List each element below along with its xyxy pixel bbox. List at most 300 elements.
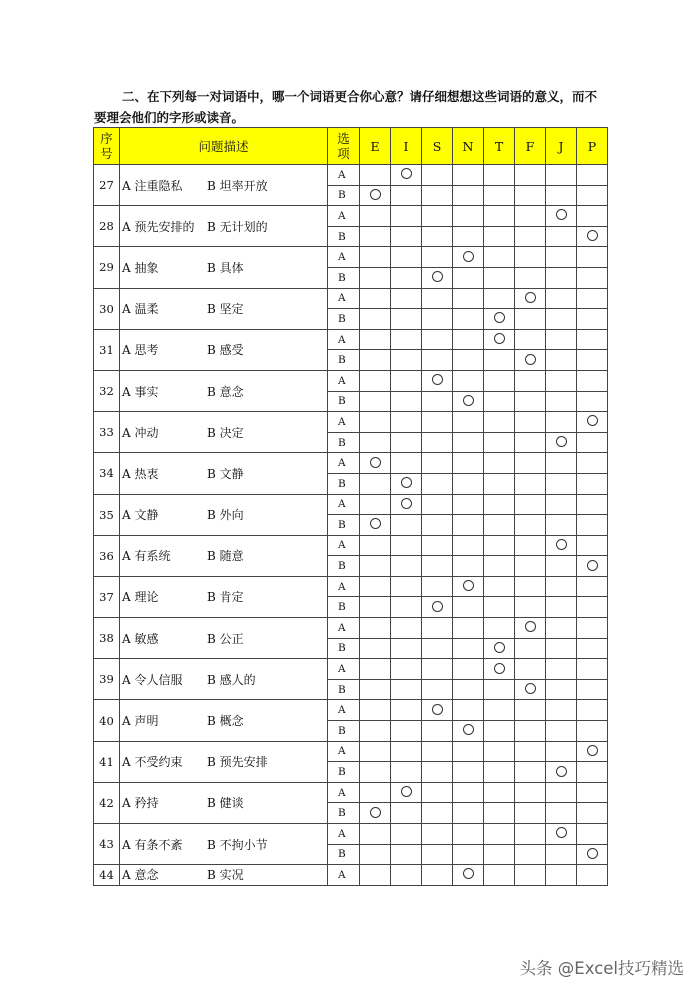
mark-cell-j [546, 597, 577, 618]
mark-cell-f [515, 165, 546, 186]
option-b-text: B 具体 [207, 260, 244, 275]
mark-cell-p [577, 165, 608, 186]
mark-cell-p [577, 288, 608, 309]
circle-mark-icon [525, 621, 536, 632]
question-description [120, 700, 328, 741]
circle-mark-icon [525, 683, 536, 694]
option-a-text: A 温柔 [122, 302, 159, 317]
table-row [94, 576, 608, 597]
circle-mark-icon [556, 436, 567, 447]
mark-cell-t [484, 165, 515, 186]
circle-mark-icon [556, 766, 567, 777]
mark-cell-n [453, 824, 484, 845]
mark-cell-s [422, 391, 453, 412]
option-b-text: B 随意 [207, 549, 244, 564]
mark-cell-i [391, 576, 422, 597]
header-letter-i: I [391, 128, 422, 165]
table-row [94, 165, 608, 186]
option-b-text: B 感人的 [207, 672, 256, 687]
header-letter-t: T [484, 128, 515, 165]
option-label: A [328, 782, 360, 803]
option-label: A [328, 329, 360, 350]
mark-cell-f [515, 576, 546, 597]
option-b-text: B 文静 [207, 466, 244, 481]
option-b-text: B 实况 [207, 868, 244, 883]
circle-mark-icon [370, 807, 381, 818]
mark-cell-i [391, 762, 422, 783]
circle-mark-icon [432, 601, 443, 612]
mark-cell-s [422, 309, 453, 330]
header-option [328, 128, 360, 165]
mark-cell-j [546, 576, 577, 597]
mark-cell-j [546, 329, 577, 350]
mark-cell-e [360, 659, 391, 680]
header-letter-p: P [577, 128, 608, 165]
mark-cell-s [422, 803, 453, 824]
mark-cell-s [422, 782, 453, 803]
mark-cell-t [484, 267, 515, 288]
mark-cell-f [515, 721, 546, 742]
mark-cell-s [422, 453, 453, 474]
mark-cell-j [546, 844, 577, 865]
option-a-text: A 敏感 [122, 631, 159, 646]
mark-cell-f [515, 267, 546, 288]
option-label: A [328, 165, 360, 186]
mark-cell-f [515, 412, 546, 433]
mark-cell-j [546, 865, 577, 886]
mark-cell-f [515, 741, 546, 762]
mark-cell-i [391, 515, 422, 536]
mark-cell-i [391, 679, 422, 700]
option-a-text: A 文静 [122, 508, 159, 523]
mark-cell-f [515, 494, 546, 515]
option-b-text: B 健谈 [207, 796, 244, 811]
question-description [120, 288, 328, 329]
mark-cell-p [577, 618, 608, 639]
mark-cell-e [360, 618, 391, 639]
mark-cell-j [546, 803, 577, 824]
mark-cell-p [577, 597, 608, 618]
mark-cell-n [453, 247, 484, 268]
mark-cell-t [484, 226, 515, 247]
header-seq [94, 128, 120, 165]
mark-cell-s [422, 329, 453, 350]
option-label: B [328, 226, 360, 247]
header-letter-s: S [422, 128, 453, 165]
question-number: 28 [94, 206, 120, 247]
option-label: B [328, 185, 360, 206]
mark-cell-j [546, 762, 577, 783]
mark-cell-n [453, 350, 484, 371]
mark-cell-f [515, 659, 546, 680]
mark-cell-e [360, 700, 391, 721]
mark-cell-t [484, 638, 515, 659]
mark-cell-s [422, 576, 453, 597]
mark-cell-t [484, 391, 515, 412]
mark-cell-n [453, 412, 484, 433]
mark-cell-t [484, 844, 515, 865]
mark-cell-s [422, 370, 453, 391]
mark-cell-j [546, 515, 577, 536]
mark-cell-n [453, 473, 484, 494]
table-row [94, 370, 608, 391]
circle-mark-icon [556, 209, 567, 220]
mark-cell-n [453, 309, 484, 330]
mark-cell-p [577, 638, 608, 659]
mark-cell-e [360, 350, 391, 371]
mark-cell-n [453, 165, 484, 186]
mark-cell-p [577, 350, 608, 371]
mark-cell-i [391, 370, 422, 391]
question-number: 41 [94, 741, 120, 782]
mark-cell-f [515, 844, 546, 865]
circle-mark-icon [370, 189, 381, 200]
mark-cell-n [453, 288, 484, 309]
table-row [94, 453, 608, 474]
mark-cell-j [546, 412, 577, 433]
mark-cell-f [515, 803, 546, 824]
mark-cell-p [577, 473, 608, 494]
mark-cell-e [360, 391, 391, 412]
mark-cell-p [577, 206, 608, 227]
mark-cell-f [515, 370, 546, 391]
mark-cell-t [484, 370, 515, 391]
option-label: B [328, 309, 360, 330]
table-row [94, 494, 608, 515]
mark-cell-i [391, 865, 422, 886]
circle-mark-icon [432, 374, 443, 385]
mark-cell-n [453, 844, 484, 865]
question-table [93, 127, 608, 886]
mark-cell-e [360, 576, 391, 597]
mark-cell-t [484, 556, 515, 577]
mark-cell-i [391, 741, 422, 762]
option-a-text: A 令人信服 [122, 672, 183, 687]
mark-cell-i [391, 803, 422, 824]
circle-mark-icon [432, 271, 443, 282]
mark-cell-j [546, 638, 577, 659]
option-a-text: A 不受约束 [122, 755, 183, 770]
circle-mark-icon [525, 354, 536, 365]
mark-cell-e [360, 597, 391, 618]
mark-cell-e [360, 412, 391, 433]
mark-cell-j [546, 206, 577, 227]
mark-cell-i [391, 721, 422, 742]
mark-cell-n [453, 432, 484, 453]
mark-cell-e [360, 226, 391, 247]
mark-cell-e [360, 535, 391, 556]
option-label: B [328, 844, 360, 865]
option-a-text: A 注重隐私 [122, 178, 183, 193]
mark-cell-i [391, 597, 422, 618]
mark-cell-p [577, 494, 608, 515]
mark-cell-f [515, 597, 546, 618]
mark-cell-j [546, 782, 577, 803]
mark-cell-i [391, 350, 422, 371]
question-description [120, 206, 328, 247]
mark-cell-p [577, 700, 608, 721]
mark-cell-t [484, 803, 515, 824]
circle-mark-icon [587, 230, 598, 241]
option-b-text: B 不拘小节 [207, 837, 268, 852]
table-row [94, 288, 608, 309]
option-b-text: B 概念 [207, 714, 244, 729]
circle-mark-icon [432, 704, 443, 715]
mark-cell-j [546, 247, 577, 268]
mark-cell-e [360, 844, 391, 865]
mark-cell-n [453, 226, 484, 247]
mark-cell-n [453, 618, 484, 639]
mark-cell-e [360, 288, 391, 309]
mark-cell-j [546, 473, 577, 494]
header-option-label: 选 项 [337, 131, 350, 161]
circle-mark-icon [401, 786, 412, 797]
mark-cell-f [515, 185, 546, 206]
mark-cell-t [484, 412, 515, 433]
mark-cell-i [391, 288, 422, 309]
mark-cell-f [515, 309, 546, 330]
circle-mark-icon [463, 724, 474, 735]
option-b-text: B 预先安排 [207, 755, 268, 770]
question-description [120, 535, 328, 576]
question-number: 39 [94, 659, 120, 700]
table-row [94, 618, 608, 639]
mark-cell-f [515, 473, 546, 494]
mark-cell-p [577, 391, 608, 412]
table-row [94, 247, 608, 268]
option-b-text: B 坦率开放 [207, 178, 268, 193]
mark-cell-s [422, 247, 453, 268]
mark-cell-j [546, 309, 577, 330]
mark-cell-j [546, 556, 577, 577]
mark-cell-t [484, 865, 515, 886]
mark-cell-t [484, 288, 515, 309]
mark-cell-p [577, 741, 608, 762]
circle-mark-icon [370, 518, 381, 529]
circle-mark-icon [401, 498, 412, 509]
mark-cell-t [484, 453, 515, 474]
mark-cell-j [546, 618, 577, 639]
option-label: A [328, 865, 360, 886]
mark-cell-n [453, 700, 484, 721]
question-number: 29 [94, 247, 120, 288]
mark-cell-n [453, 597, 484, 618]
mark-cell-i [391, 267, 422, 288]
mark-cell-i [391, 432, 422, 453]
circle-mark-icon [463, 580, 474, 591]
mark-cell-i [391, 638, 422, 659]
mark-cell-t [484, 350, 515, 371]
option-label: A [328, 659, 360, 680]
mark-cell-t [484, 494, 515, 515]
mark-cell-p [577, 535, 608, 556]
option-b-text: B 意念 [207, 384, 244, 399]
mark-cell-j [546, 700, 577, 721]
mark-cell-t [484, 247, 515, 268]
option-label: B [328, 391, 360, 412]
mark-cell-t [484, 309, 515, 330]
option-label: A [328, 494, 360, 515]
circle-mark-icon [463, 251, 474, 262]
mark-cell-e [360, 515, 391, 536]
mark-cell-i [391, 247, 422, 268]
option-label: A [328, 453, 360, 474]
mark-cell-t [484, 535, 515, 556]
mark-cell-s [422, 515, 453, 536]
mark-cell-n [453, 453, 484, 474]
circle-mark-icon [494, 333, 505, 344]
mark-cell-e [360, 638, 391, 659]
mark-cell-p [577, 721, 608, 742]
mark-cell-s [422, 165, 453, 186]
option-label: B [328, 762, 360, 783]
mark-cell-p [577, 679, 608, 700]
option-b-text: B 感受 [207, 343, 244, 358]
option-label: A [328, 412, 360, 433]
mark-cell-j [546, 391, 577, 412]
question-description [120, 247, 328, 288]
mark-cell-j [546, 432, 577, 453]
question-description [120, 865, 328, 886]
mark-cell-n [453, 535, 484, 556]
mark-cell-p [577, 803, 608, 824]
mark-cell-p [577, 247, 608, 268]
mark-cell-e [360, 165, 391, 186]
mark-cell-e [360, 267, 391, 288]
mark-cell-e [360, 741, 391, 762]
mark-cell-t [484, 762, 515, 783]
mark-cell-e [360, 309, 391, 330]
question-description [120, 659, 328, 700]
option-a-text: A 有条不紊 [122, 837, 183, 852]
mark-cell-j [546, 185, 577, 206]
mark-cell-s [422, 762, 453, 783]
mark-cell-p [577, 865, 608, 886]
mark-cell-n [453, 267, 484, 288]
mark-cell-f [515, 206, 546, 227]
option-label: B [328, 473, 360, 494]
circle-mark-icon [587, 415, 598, 426]
option-b-text: B 坚定 [207, 302, 244, 317]
mark-cell-s [422, 679, 453, 700]
circle-mark-icon [401, 477, 412, 488]
mark-cell-t [484, 206, 515, 227]
question-description [120, 329, 328, 370]
mark-cell-s [422, 535, 453, 556]
mark-cell-t [484, 432, 515, 453]
mark-cell-f [515, 226, 546, 247]
mark-cell-e [360, 679, 391, 700]
circle-mark-icon [463, 868, 474, 879]
mark-cell-p [577, 309, 608, 330]
mark-cell-p [577, 515, 608, 536]
mark-cell-p [577, 412, 608, 433]
mark-cell-s [422, 350, 453, 371]
table-row [94, 329, 608, 350]
question-description [120, 741, 328, 782]
option-a-text: A 理论 [122, 590, 159, 605]
option-a-text: A 思考 [122, 343, 159, 358]
mark-cell-p [577, 824, 608, 845]
mark-cell-e [360, 762, 391, 783]
mark-cell-i [391, 226, 422, 247]
mark-cell-t [484, 700, 515, 721]
mark-cell-i [391, 824, 422, 845]
table-row [94, 535, 608, 556]
mark-cell-t [484, 659, 515, 680]
circle-mark-icon [587, 848, 598, 859]
question-number: 37 [94, 576, 120, 617]
mark-cell-j [546, 824, 577, 845]
option-label: B [328, 515, 360, 536]
circle-mark-icon [587, 560, 598, 571]
option-b-text: B 决定 [207, 425, 244, 440]
table-row [94, 782, 608, 803]
mark-cell-s [422, 865, 453, 886]
table-row [94, 659, 608, 680]
mark-cell-p [577, 782, 608, 803]
circle-mark-icon [401, 168, 412, 179]
mark-cell-n [453, 329, 484, 350]
mark-cell-t [484, 824, 515, 845]
option-a-text: A 声明 [122, 714, 159, 729]
mark-cell-f [515, 453, 546, 474]
mark-cell-e [360, 329, 391, 350]
option-label: A [328, 700, 360, 721]
mark-cell-i [391, 391, 422, 412]
mark-cell-p [577, 267, 608, 288]
mark-cell-f [515, 247, 546, 268]
mark-cell-t [484, 473, 515, 494]
mark-cell-f [515, 391, 546, 412]
mark-cell-s [422, 494, 453, 515]
mark-cell-f [515, 762, 546, 783]
mark-cell-n [453, 370, 484, 391]
mark-cell-p [577, 432, 608, 453]
mark-cell-t [484, 576, 515, 597]
mark-cell-p [577, 453, 608, 474]
mark-cell-j [546, 721, 577, 742]
option-a-text: A 有系统 [122, 549, 171, 564]
mark-cell-e [360, 185, 391, 206]
header-desc: 问题描述 [120, 128, 328, 165]
mark-cell-s [422, 226, 453, 247]
mark-cell-j [546, 679, 577, 700]
mark-cell-f [515, 700, 546, 721]
table-row [94, 741, 608, 762]
mark-cell-s [422, 597, 453, 618]
mark-cell-i [391, 535, 422, 556]
question-description [120, 165, 328, 206]
mark-cell-n [453, 556, 484, 577]
mark-cell-p [577, 185, 608, 206]
header-letter-f: F [515, 128, 546, 165]
mark-cell-j [546, 741, 577, 762]
mark-cell-n [453, 721, 484, 742]
mark-cell-i [391, 329, 422, 350]
mark-cell-n [453, 865, 484, 886]
circle-mark-icon [587, 745, 598, 756]
option-label: B [328, 556, 360, 577]
circle-mark-icon [494, 663, 505, 674]
question-description [120, 824, 328, 865]
question-number: 36 [94, 535, 120, 576]
option-b-text: B 无计划的 [207, 219, 268, 234]
option-a-text: A 预先安排的 [122, 219, 195, 234]
mark-cell-s [422, 618, 453, 639]
mark-cell-p [577, 659, 608, 680]
mark-cell-f [515, 782, 546, 803]
